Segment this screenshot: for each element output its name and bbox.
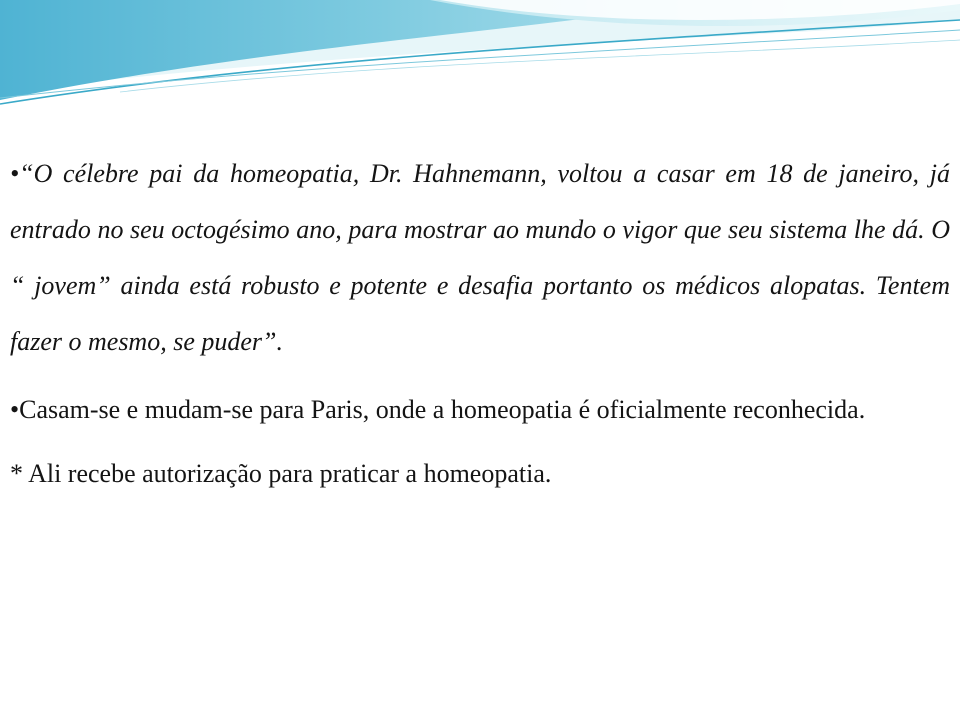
paris-paragraph: •Casam-se e mudam-se para Paris, onde a homeopatia é oficialmente reconhecida. bbox=[10, 395, 866, 424]
authorization-paragraph: * Ali recebe autorização para praticar a homeopatia. bbox=[10, 459, 552, 488]
quote-paragraph: •“O célebre pai da homeopatia, Dr. Hahnemann, voltou a casar em 18 de janeiro, já entrado no seu octogésimo ano, para mostrar ao mundo o vigor que seu sistema lhe dá. O “ jovem” ainda está robusto e potente e desafia portanto os médicos alopatas. Tentem fazer o mesmo, se puder”. bbox=[10, 159, 950, 356]
header-wave-decoration bbox=[0, 0, 960, 110]
slide-content bbox=[10, 146, 950, 502]
